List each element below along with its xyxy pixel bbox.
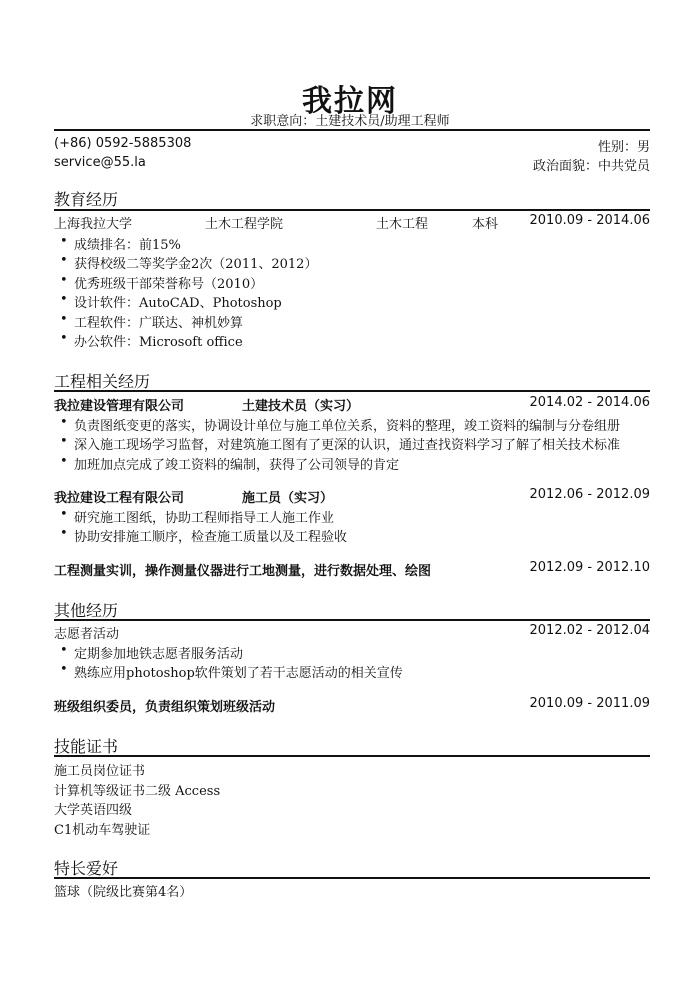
education-college: 土木工程学院 xyxy=(205,217,284,232)
section-title-skills: 技能证书 xyxy=(54,737,119,756)
section-title-education: 教育经历 xyxy=(54,190,119,209)
list-item: • 深入施工现场学习监督，对建筑施工图有了更深的认识，通过查找资料学习了解了相关技术标准 xyxy=(74,434,620,453)
list-item: 篮球（院级比赛第4名） xyxy=(54,885,193,900)
education-date: 2010.09 - 2014.06 xyxy=(529,213,650,228)
survey-date: 2012.09 - 2012.10 xyxy=(529,560,650,575)
education-divider xyxy=(54,209,650,211)
resume-name: 我拉网 xyxy=(302,84,398,119)
list-item: • 加班加点完成了竣工资料的编制，获得了公司领导的肯定 xyxy=(74,454,399,473)
email-address[interactable]: service@55.la xyxy=(54,155,146,170)
job-date: 2012.06 - 2012.09 xyxy=(529,487,650,502)
section-title-hobbies: 特长爱好 xyxy=(54,859,119,878)
survey-training: 工程测量实训，操作测量仪器进行工地测量，进行数据处理、绘图 xyxy=(54,564,432,579)
phone-number: (+86) 0592-5885308 xyxy=(54,136,192,151)
list-item: • 获得校级二等奖学金2次（2011、2012） xyxy=(74,253,317,272)
list-item: • 工程软件：广联达、神机妙算 xyxy=(74,312,243,331)
political-status: 政治面貌：中共党员 xyxy=(532,159,650,174)
section-title-other: 其他经历 xyxy=(54,601,119,620)
committee-role: 班级组织委员，负责组织策划班级活动 xyxy=(54,700,276,715)
skills-divider xyxy=(54,755,650,757)
gender-info: 性别：男 xyxy=(597,140,650,155)
list-item: • 研究施工图纸，协助工程师指导工人施工作业 xyxy=(74,507,334,526)
education-school: 上海我拉大学 xyxy=(54,217,133,232)
engineering-divider xyxy=(54,390,650,392)
committee-date: 2010.09 - 2011.09 xyxy=(529,696,650,711)
job-date: 2014.02 - 2014.06 xyxy=(529,395,650,410)
other-divider xyxy=(54,619,650,621)
hobbies-divider xyxy=(54,877,650,879)
list-item: • 定期参加地铁志愿者服务活动 xyxy=(74,643,243,662)
list-item: • 办公软件：Microsoft office xyxy=(74,331,243,350)
job-company: 我拉建设管理有限公司 xyxy=(54,399,185,414)
header-divider xyxy=(54,129,650,131)
education-major: 土木工程 xyxy=(376,217,429,232)
education-degree: 本科 xyxy=(472,217,499,232)
list-item: • 优秀班级干部荣誉称号（2010） xyxy=(74,273,263,292)
job-company: 我拉建设工程有限公司 xyxy=(54,491,185,506)
list-item: • 熟练应用photoshop软件策划了若干志愿活动的相关宣传 xyxy=(74,662,403,681)
list-item: 施工员岗位证书 xyxy=(54,764,146,779)
list-item: • 设计软件：AutoCAD、Photoshop xyxy=(74,292,282,311)
job-role: 施工员（实习） xyxy=(242,491,334,506)
job-role: 土建技术员（实习） xyxy=(242,399,360,414)
list-item: • 协助安排施工顺序，检查施工质量以及工程验收 xyxy=(74,526,347,545)
list-item: 大学英语四级 xyxy=(54,803,133,818)
section-title-engineering: 工程相关经历 xyxy=(54,372,151,391)
list-item: • 负责图纸变更的落实，协调设计单位与施工单位关系，资料的整理，竣工资料的编制与分卷组册 xyxy=(74,415,620,434)
list-item: • 成绩排名：前15% xyxy=(74,234,181,253)
list-item: 计算机等级证书二级 Access xyxy=(54,784,221,799)
volunteer-date: 2012.02 - 2012.04 xyxy=(529,623,650,638)
volunteer-title: 志愿者活动 xyxy=(54,627,120,642)
job-objective: 求职意向：土建技术员/助理工程师 xyxy=(250,114,450,129)
list-item: C1机动车驾驶证 xyxy=(54,823,151,838)
